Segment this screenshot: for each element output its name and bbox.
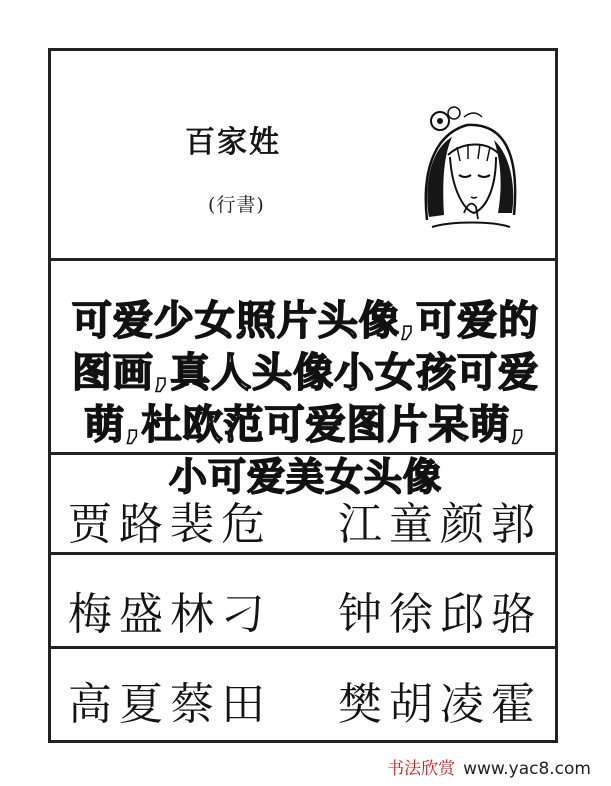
site-watermark bbox=[387, 754, 591, 779]
headline-line: 可爱少女照片头像,可爱的 bbox=[71, 298, 540, 344]
header-bottom-border bbox=[48, 258, 558, 261]
girl-illustration bbox=[402, 95, 532, 235]
name-row-2 bbox=[48, 578, 558, 658]
surname-group: 梅盛林刁 bbox=[68, 589, 272, 640]
surname-group: 钟徐邱骆 bbox=[338, 589, 542, 640]
surname-group: 樊胡凌霍 bbox=[338, 679, 542, 730]
headline-line: 萌,杜欧范可爱图片呆萌, bbox=[84, 402, 527, 448]
overlay-headline bbox=[0, 295, 611, 503]
page-subtitle: (行書) bbox=[208, 194, 265, 216]
page-title: 百家姓 bbox=[185, 125, 281, 160]
headline-line: 小可爱美女头像 bbox=[168, 455, 442, 499]
watermark-site-name: 书法欣赏 bbox=[387, 759, 456, 779]
top-border bbox=[48, 48, 558, 51]
watermark-url: www.yac8.com bbox=[463, 759, 591, 779]
surname-group: 高夏蔡田 bbox=[68, 679, 272, 730]
surname-group: 贾路裴危 bbox=[68, 499, 272, 550]
headline-line: 图画,真人头像小女孩可爱 bbox=[71, 350, 540, 396]
name-row-3 bbox=[48, 668, 558, 748]
surname-group: 江童颜郭 bbox=[338, 499, 542, 550]
